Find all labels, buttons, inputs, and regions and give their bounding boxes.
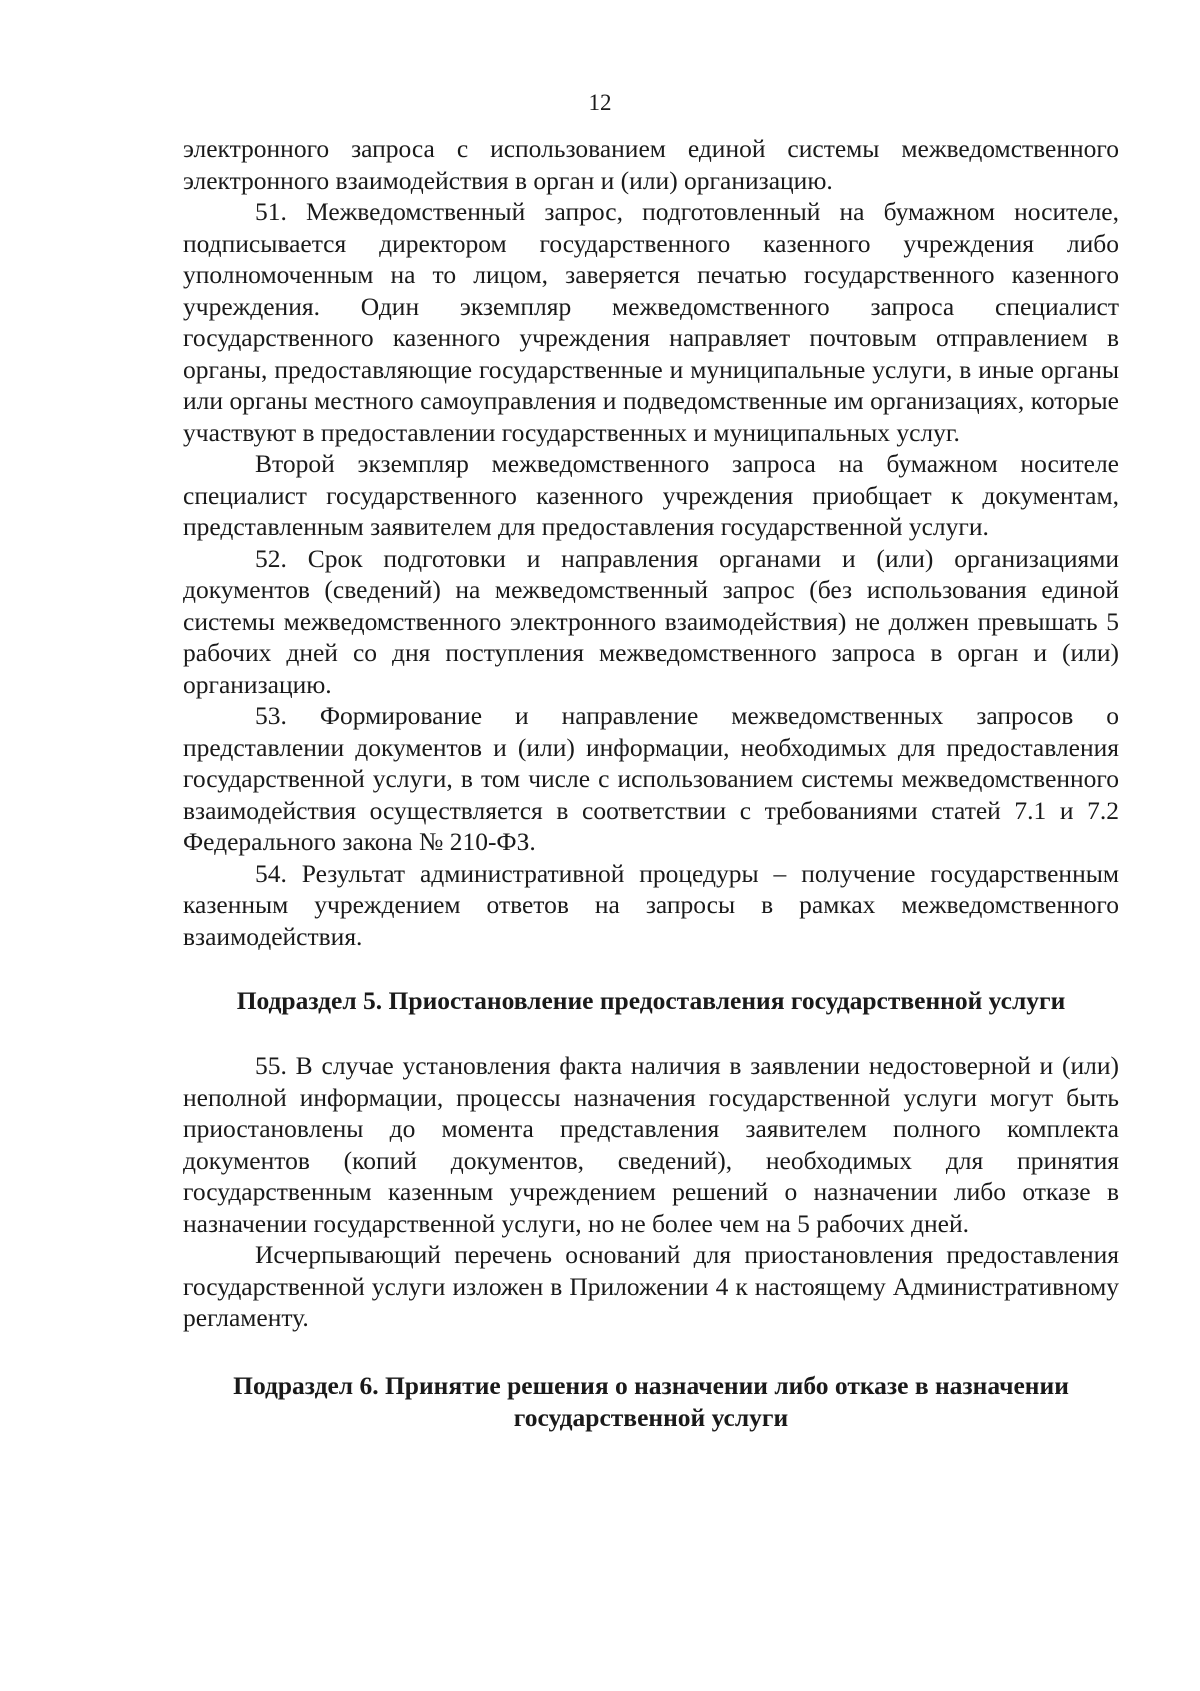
document-body bbox=[183, 133, 1119, 1434]
paragraph-53: 53. Формирование и направление межведомственных запросов о представлении документов и (или) информации, необходимых для предоставления государственной услуги, в том числе с использованием системы межведомственного взаимодействия осуществляется в соответствии с требованиями статей 7.1 и 7.2 Федерального закона № 210-ФЗ. bbox=[183, 701, 1119, 856]
paragraph-second-copy: Второй экземпляр межведомственного запроса на бумажном носителе специалист государственного казенного учреждения приобщает к документам, представленным заявителем для предоставления государственной услуги. bbox=[183, 449, 1119, 541]
paragraph-51: 51. Межведомственный запрос, подготовленный на бумажном носителе, подписывается директором государственного казенного учреждения либо уполномоченным на то лицом, заверяется печатью государственного казенного учреждения. Один экземпляр межведомственного запроса специалист государственного казенного учреждения направляет почтовым отправлением в органы, предоставляющие государственные и муниципальные услуги, в иные органы или органы местного самоуправления и подведомственные им организациях, которые участвуют в предоставлении государственных и муниципальных услуг. bbox=[183, 197, 1119, 447]
paragraph-55: 55. В случае установления факта наличия в заявлении недостоверной и (или) неполной информации, процессы назначения государственной услуги могут быть приостановлены до момента представления заявителем полного комплекта документов (копий документов, сведений), необходимых для принятия государственным казенным учреждением решений о назначении либо отказе в назначении государственной услуги, но не более чем на 5 рабочих дней. bbox=[183, 1051, 1119, 1238]
paragraph-52: 52. Срок подготовки и направления органами и (или) организациями документов (сведений) на межведомственный запрос (без использования единой системы межведомственного электронного взаимодействия) не должен превышать 5 рабочих дней со дня поступления межведомственного запроса в орган и (или) организацию. bbox=[183, 543, 1119, 699]
paragraph-54: 54. Результат административной процедуры – получение государственным казенным учреждением ответов на запросы в рамках межведомственного взаимодействия. bbox=[183, 858, 1119, 951]
page-number: 12 bbox=[588, 90, 612, 115]
paragraph-exhaustive-list: Исчерпывающий перечень оснований для приостановления предоставления государственной услуги изложен в Приложении 4 к настоящему Административному регламенту. bbox=[183, 1240, 1119, 1332]
subsection-5-heading: Подраздел 5. Приостановление предоставления государственной услуги bbox=[236, 986, 1066, 1015]
paragraph-continuation: электронного запроса с использованием единой системы межведомственного электронного взаимодействия в орган и (или) организацию. bbox=[183, 134, 1119, 195]
subsection-6-heading: Подраздел 6. Принятие решения о назначении либо отказе в назначении государственной услуги bbox=[233, 1370, 1069, 1432]
